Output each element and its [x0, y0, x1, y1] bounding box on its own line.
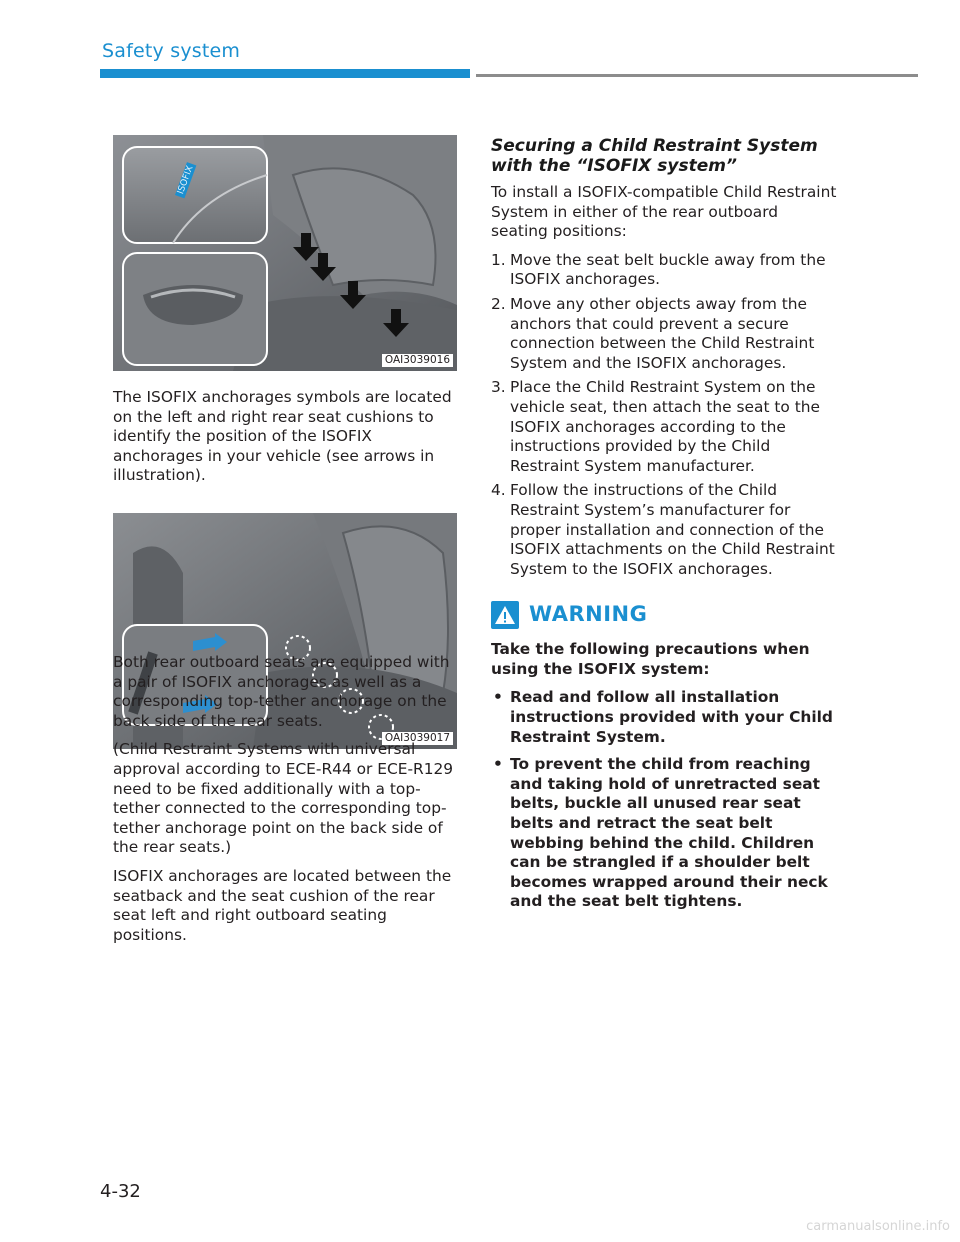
step-number: 1.: [491, 250, 506, 269]
section-title: Safety system: [102, 40, 241, 62]
isofix-symbols-paragraph: The ISOFIX anchorages symbols are located on the left and right rear seat cushions to identify the position of the ISOFIX anchorages in your vehicle (see arrows in illustration).: [113, 388, 452, 485]
anchorage-location-paragraph: ISOFIX anchorages are located between the seatback and the seat cushion of the rear seat left and right outboard seating positions.: [113, 866, 452, 944]
warning-triangle-icon: [491, 601, 519, 629]
step-text: Move the seat belt buckle away from the ISOFIX anchorages.: [510, 250, 826, 289]
anchorage-equipment-paragraph: Both rear outboard seats are equipped with a pair of ISOFIX anchorages as well as a corresponding top-tether anchorage on the back side of the rear seats.: [113, 652, 450, 730]
installation-steps: [491, 251, 837, 580]
step-number: 3.: [491, 378, 506, 397]
right-column: [491, 136, 837, 920]
warning-list: [491, 688, 837, 912]
list-item: [491, 755, 837, 912]
intro-paragraph: To install a ISOFIX-compatible Child Restraint System in either of the rear outboard seating positions:: [491, 183, 837, 241]
warning-title: WARNING: [529, 602, 648, 627]
warning-header: [491, 601, 837, 629]
figure-spacer: [113, 495, 459, 653]
list-item: [491, 251, 837, 290]
step-number: 4.: [491, 481, 506, 500]
header-accent-bar: [100, 69, 470, 78]
list-item: [491, 688, 837, 747]
left-column: [113, 388, 459, 954]
step-text: Follow the instructions of the Child Restraint System’s manufacturer for proper installation and connection of the ISOFIX attachments on the Child Restraint System to the ISOFIX anchorages.: [510, 481, 835, 578]
bullet-text: To prevent the child from reaching and taking hold of unretracted seat belts, buckle all unused rear seat belts and retract the seat belt webbing behind the child. Children can be strangled if a shoulder belt becomes wrapped around their neck and the seat belt tightens.: [510, 755, 828, 911]
section-heading: Securing a Child Restraint System with the “ISOFIX system”: [491, 136, 818, 176]
bullet: •: [493, 688, 503, 707]
isofix-symbol-illustration: [113, 135, 457, 371]
warning-intro: Take the following precautions when using the ISOFIX system:: [491, 640, 810, 678]
figure-code: OAI3039017: [382, 732, 453, 745]
list-item: [491, 481, 837, 579]
bullet-text: Read and follow all installation instructions provided with your Child Restraint System.: [510, 688, 833, 746]
bullet: •: [493, 755, 503, 774]
list-item: [491, 378, 837, 476]
header-rule: [476, 74, 918, 77]
universal-approval-paragraph: (Child Restraint Systems with universal approval according to ECE-R44 or ECE-R129 need to be fixed additionally with a top-tether connected to the corresponding top-tether anchorage point on the back side of the rear seats.): [113, 740, 454, 857]
isofix-tag-label: ISOFIX: [175, 162, 197, 199]
list-item: [491, 295, 837, 373]
figure-code: OAI3039016: [382, 354, 453, 367]
page-number: 4-32: [100, 1181, 141, 1202]
step-text: Move any other objects away from the anchors that could prevent a secure connection between the Child Restraint System and the ISOFIX anchorages.: [510, 294, 815, 372]
step-text: Place the Child Restraint System on the vehicle seat, then attach the seat to the ISOFIX anchorages according to the instructions provided by the Child Restraint System manufacturer.: [510, 378, 820, 475]
watermark: carmanualsonline.info: [806, 1219, 950, 1234]
step-number: 2.: [491, 294, 506, 313]
seat-illustration-1: [113, 135, 457, 371]
